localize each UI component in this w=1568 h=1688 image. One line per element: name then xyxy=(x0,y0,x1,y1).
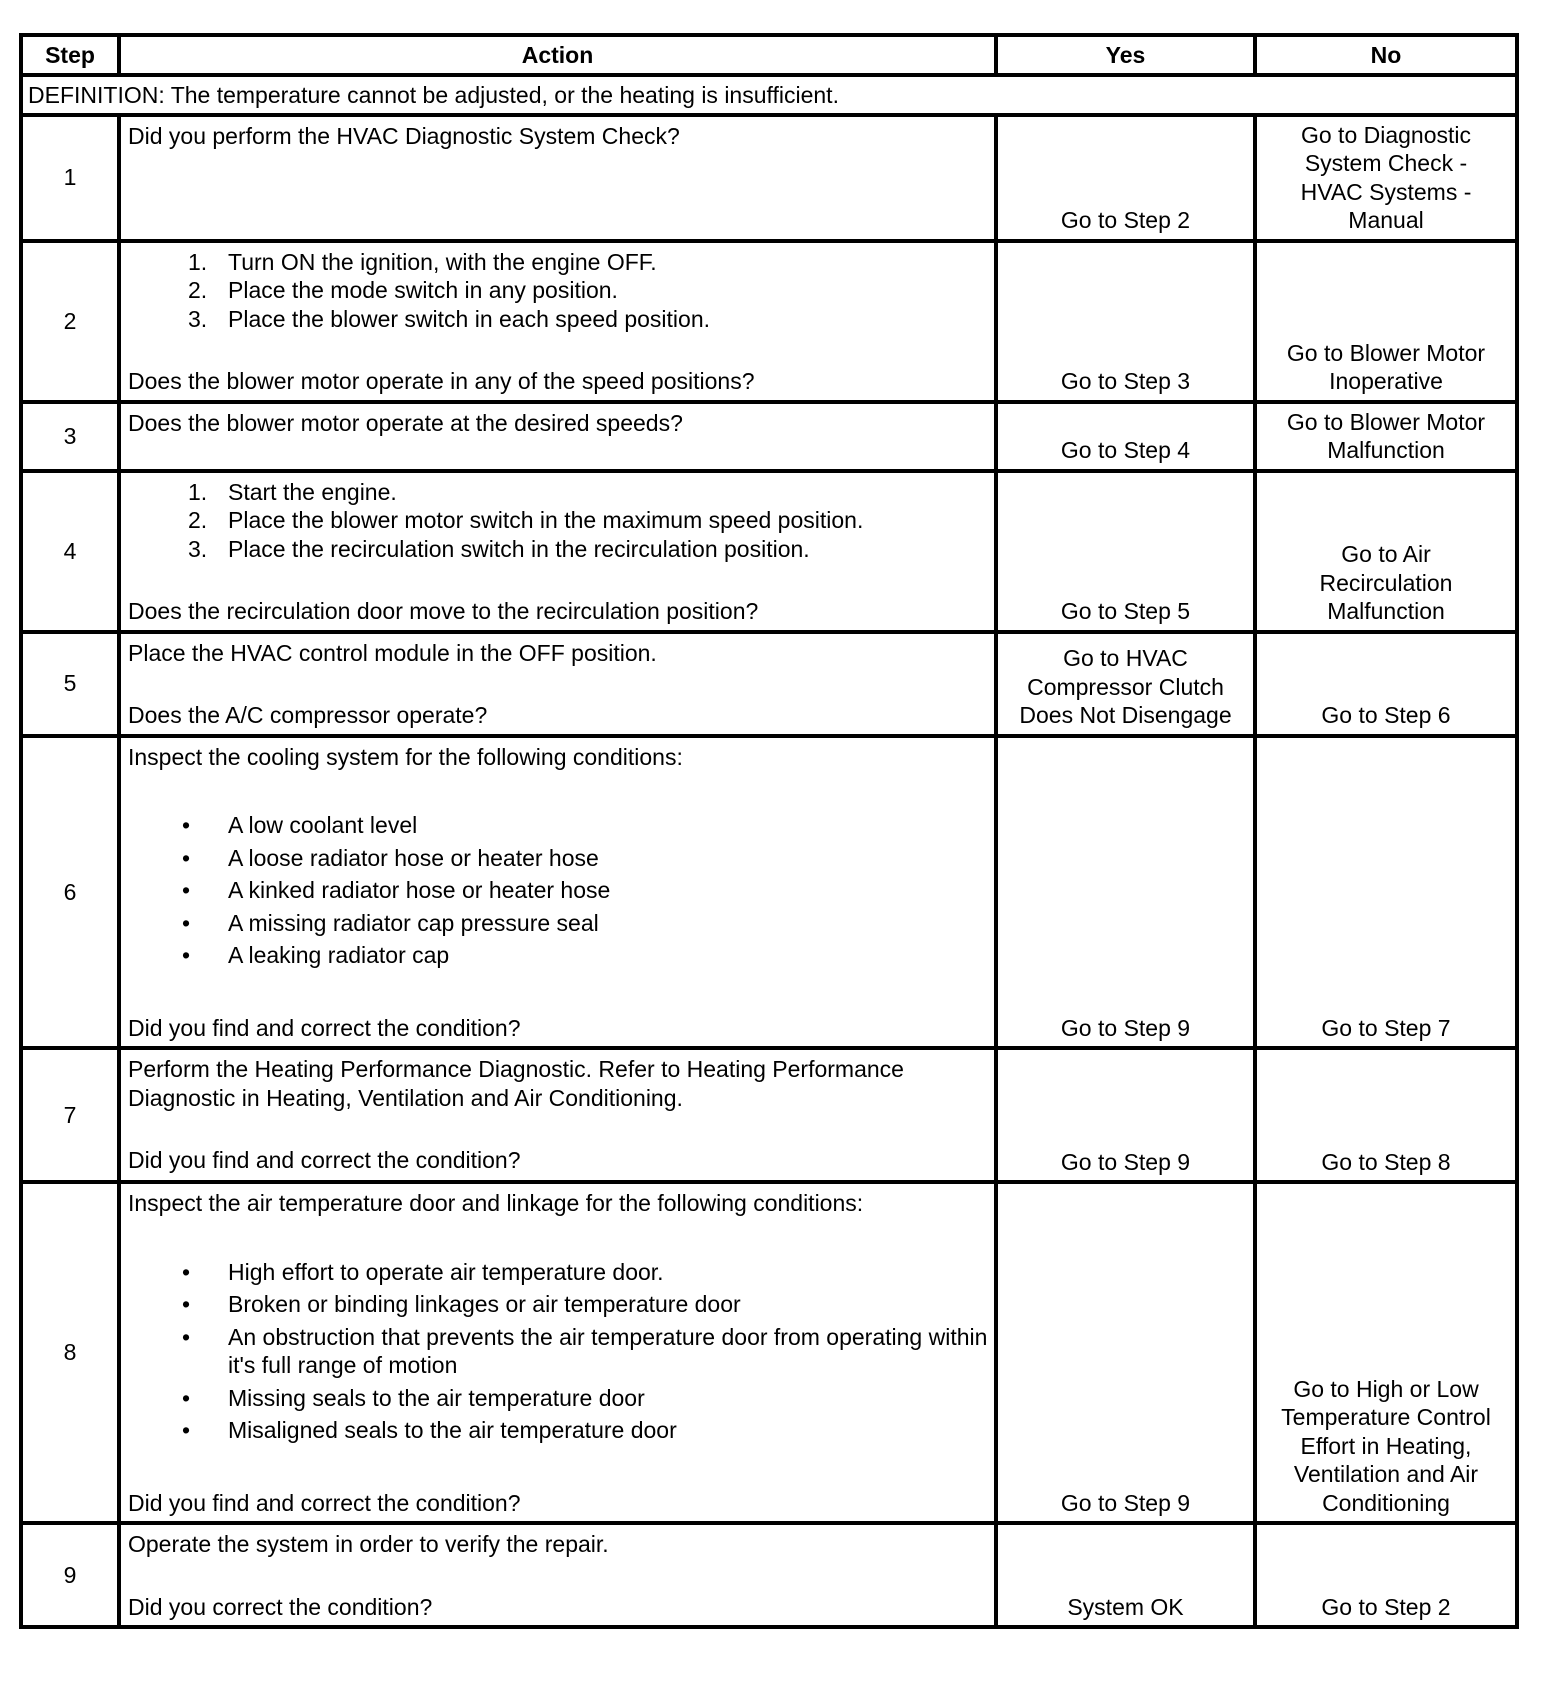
action-cell xyxy=(119,115,996,241)
diagnostic-table xyxy=(19,33,1519,1629)
action-intro: Inspect the air temperature door and linkage for the following conditions: xyxy=(128,1190,864,1216)
table-row xyxy=(21,632,1517,736)
yes-cell: Go to Step 2 xyxy=(996,115,1255,241)
action-cell xyxy=(119,1182,996,1523)
step-number: 9 xyxy=(21,1523,119,1627)
no-cell: Go to Air Recirculation Malfunction xyxy=(1255,471,1517,632)
list-item: • An obstruction that prevents the air temperature door from operating within it's full range of motion xyxy=(228,1323,988,1380)
header-yes: Yes xyxy=(996,35,1255,75)
action-intro: Operate the system in order to verify the repair. xyxy=(128,1531,609,1557)
action-question: Does the blower motor operate in any of the speed positions? xyxy=(128,368,755,394)
list-item: Place the recirculation switch in the recirculation position. xyxy=(228,535,810,562)
list-item: Start the engine. xyxy=(228,478,397,505)
action-question: Does the A/C compressor operate? xyxy=(128,702,488,728)
definition-text: DEFINITION: The temperature cannot be adjusted, or the heating is insufficient. xyxy=(21,75,1517,115)
list-item: • A low coolant level xyxy=(228,811,988,840)
yes-cell: Go to Step 9 xyxy=(996,1182,1255,1523)
header-step: Step xyxy=(21,35,119,75)
table-row xyxy=(21,736,1517,1049)
table-row xyxy=(21,471,1517,632)
list-item: Place the mode switch in any position. xyxy=(228,277,618,303)
action-question: Did you perform the HVAC Diagnostic System Check? xyxy=(128,122,680,149)
no-cell: Go to Blower Motor Malfunction xyxy=(1255,402,1517,471)
list-item: • A loose radiator hose or heater hose xyxy=(228,844,988,873)
list-item: Place the blower motor switch in the maximum speed position. xyxy=(228,507,864,533)
list-item: • High effort to operate air temperature door. xyxy=(228,1258,988,1287)
table-row xyxy=(21,402,1517,471)
list-item: • A kinked radiator hose or heater hose xyxy=(228,876,988,905)
step-number: 2 xyxy=(21,241,119,402)
no-cell: Go to Step 2 xyxy=(1255,1523,1517,1627)
action-question: Did you find and correct the condition? xyxy=(128,1147,521,1173)
yes-cell: Go to Step 9 xyxy=(996,1048,1255,1182)
bullet-list xyxy=(128,811,988,970)
action-cell xyxy=(119,471,996,632)
action-question: Does the blower motor operate at the desired speeds? xyxy=(128,409,683,436)
action-cell xyxy=(119,1523,996,1627)
numbered-list xyxy=(128,478,988,564)
yes-cell: Go to Step 5 xyxy=(996,471,1255,632)
action-question: Did you correct the condition? xyxy=(128,1593,433,1620)
action-cell xyxy=(119,1048,996,1182)
action-cell xyxy=(119,402,996,471)
list-item: • Missing seals to the air temperature door xyxy=(228,1384,988,1413)
table-row xyxy=(21,115,1517,241)
bullet-list xyxy=(128,1258,988,1445)
header-action: Action xyxy=(119,35,996,75)
yes-cell: Go to Step 9 xyxy=(996,736,1255,1049)
action-cell xyxy=(119,736,996,1049)
numbered-list xyxy=(128,248,988,334)
no-cell: Go to Step 8 xyxy=(1255,1048,1517,1182)
step-number: 6 xyxy=(21,736,119,1049)
action-question: Does the recirculation door move to the recirculation position? xyxy=(128,598,759,624)
list-item: • A missing radiator cap pressure seal xyxy=(228,909,988,938)
header-no: No xyxy=(1255,35,1517,75)
step-number: 7 xyxy=(21,1048,119,1182)
list-item: • Misaligned seals to the air temperature door xyxy=(228,1416,988,1445)
yes-cell: Go to Step 3 xyxy=(996,241,1255,402)
list-item: Place the blower switch in each speed position. xyxy=(228,305,711,332)
action-intro: Place the HVAC control module in the OFF position. xyxy=(128,639,657,666)
yes-cell: System OK xyxy=(996,1523,1255,1627)
list-item: • Broken or binding linkages or air temperature door xyxy=(228,1290,988,1319)
action-cell xyxy=(119,241,996,402)
step-number: 1 xyxy=(21,115,119,241)
step-number: 5 xyxy=(21,632,119,736)
no-cell: Go to Step 6 xyxy=(1255,632,1517,736)
action-question: Did you find and correct the condition? xyxy=(128,1014,521,1041)
table-row xyxy=(21,1523,1517,1627)
action-question: Did you find and correct the condition? xyxy=(128,1489,521,1516)
step-number: 4 xyxy=(21,471,119,632)
table-row xyxy=(21,1048,1517,1182)
yes-cell: Go to Step 4 xyxy=(996,402,1255,471)
table-row xyxy=(21,1182,1517,1523)
table-row xyxy=(21,241,1517,402)
definition-row xyxy=(21,75,1517,115)
action-intro: Inspect the cooling system for the following conditions: xyxy=(128,743,683,770)
no-cell: Go to Step 7 xyxy=(1255,736,1517,1049)
step-number: 3 xyxy=(21,402,119,471)
action-intro: Perform the Heating Performance Diagnostic. Refer to Heating Performance Diagnostic in Heating, Ventilation and Air Conditioning. xyxy=(128,1056,904,1111)
list-item: • A leaking radiator cap xyxy=(228,941,988,970)
no-cell: Go to High or Low Temperature Control Effort in Heating, Ventilation and Air Conditioning xyxy=(1255,1182,1517,1523)
yes-cell: Go to HVAC Compressor Clutch Does Not Disengage xyxy=(996,632,1255,736)
action-cell xyxy=(119,632,996,736)
header-row xyxy=(21,35,1517,75)
step-number: 8 xyxy=(21,1182,119,1523)
no-cell: Go to Diagnostic System Check - HVAC Systems - Manual xyxy=(1255,115,1517,241)
list-item: Turn ON the ignition, with the engine OFF. xyxy=(228,248,657,275)
no-cell: Go to Blower Motor Inoperative xyxy=(1255,241,1517,402)
